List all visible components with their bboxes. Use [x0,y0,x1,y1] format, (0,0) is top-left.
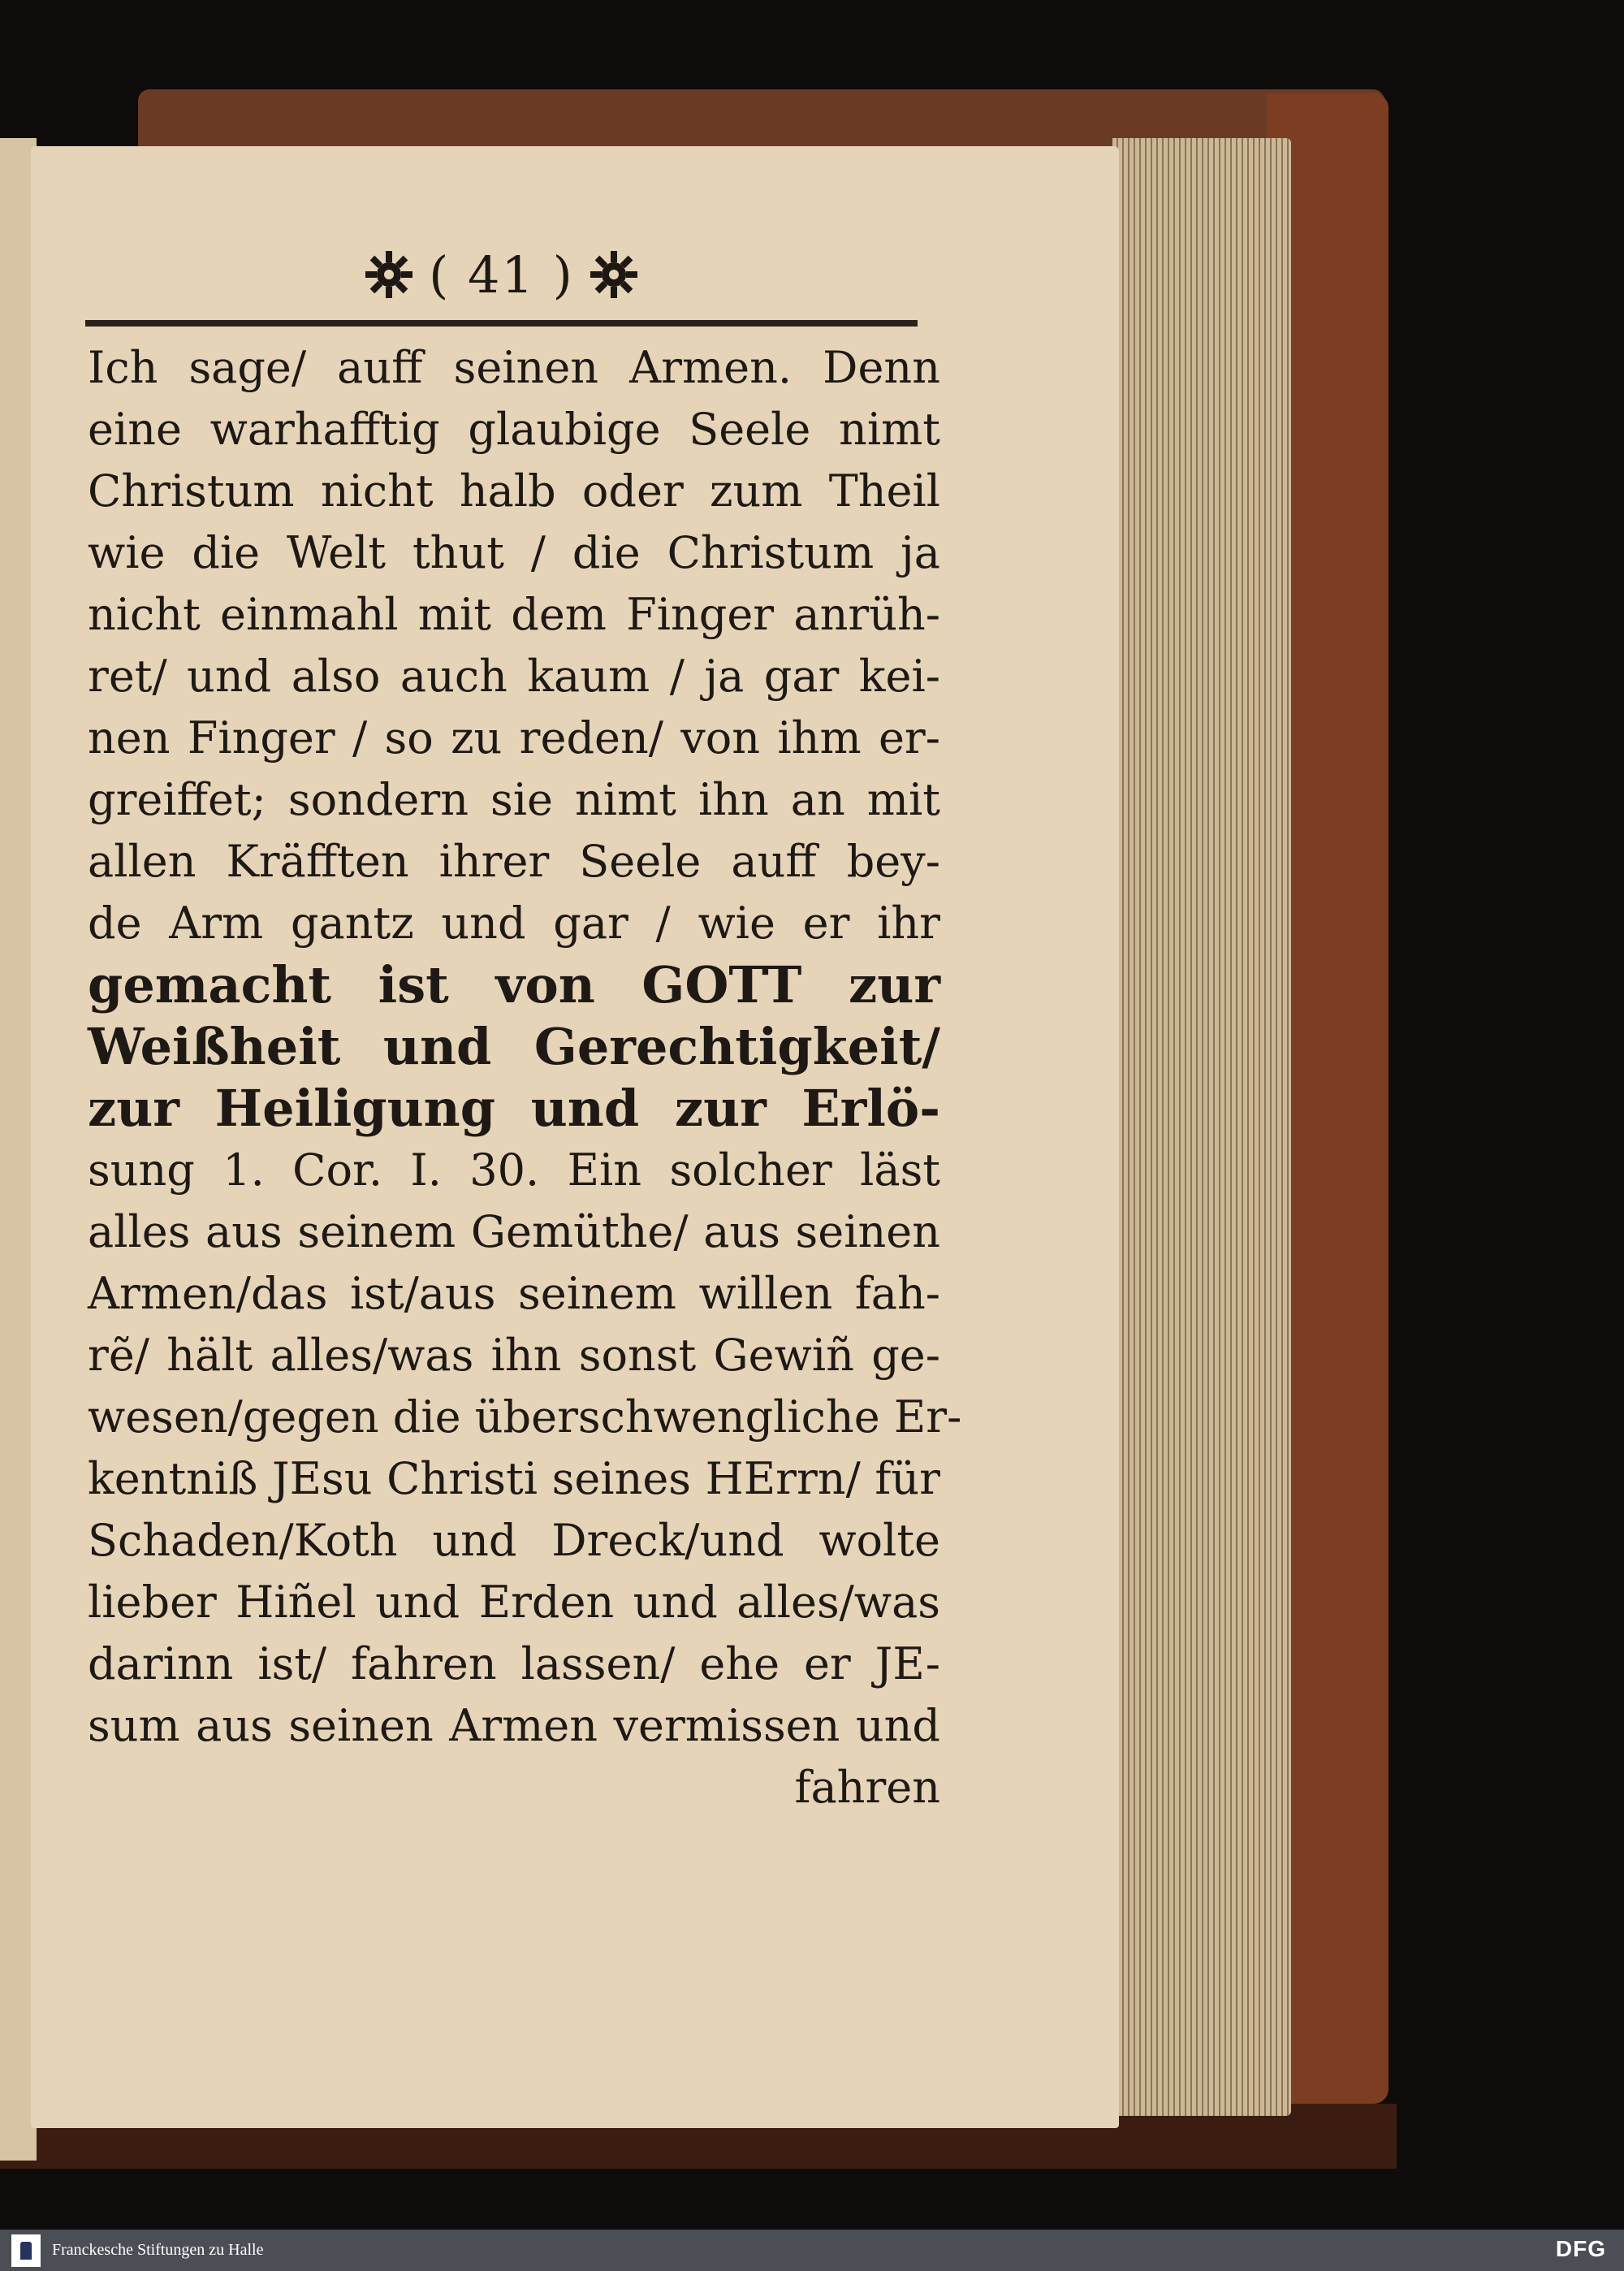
text-line: ret/ und also auch kaum / ja gar kei- [88,651,940,702]
text-line: greiffet; sondern sie nimt ihn an mit [88,774,940,825]
text-line: wie die Welt thut / die Christum ja [88,527,940,578]
text-line: Ich sage/ auff seinen Armen. Denn [88,342,940,393]
viewer-footer [0,2230,1624,2271]
text-line: nicht einmahl mit dem Finger anrüh- [88,589,940,640]
ornament-icon [364,249,414,300]
library-logo-icon[interactable] [11,2234,41,2267]
ornament-icon [589,249,639,300]
header-rule [85,320,918,327]
text-line-emphasis: gemacht ist von GOTT zur [88,955,940,1014]
text-line-emphasis: Weißheit und Gerechtigkeit/ [88,1017,940,1076]
text-line: kentniß JEsu Christi seines HErrn/ für [88,1453,940,1504]
body-text [88,337,962,1819]
text-line: sung 1. Cor. I. 30. Ein solcher läst [88,1144,940,1196]
text-line: sum aus seinen Armen vermissen und [88,1700,940,1751]
page-number: ( 41 ) [429,244,574,305]
text-line: de Arm gantz und gar / wie er ihr [88,898,940,949]
library-name: Franckesche Stiftungen zu Halle [52,2241,264,2259]
catchword: fahren [794,1762,940,1813]
page-block-fore-edge [1112,138,1291,2116]
text-line: rẽ/ hält alles/was ihn sonst Gewiñ ge- [88,1330,940,1381]
text-line: nen Finger / so zu reden/ von ihm er- [88,712,940,763]
text-line: darinn ist/ fahren lassen/ ehe er JE- [88,1638,940,1689]
text-line: alles aus seinem Gemüthe/ aus seinen [88,1206,940,1257]
text-line: wesen/gegen die überschwengliche Er- [88,1391,962,1443]
text-line-emphasis: zur Heiligung und zur Erlö- [88,1079,940,1138]
text-line: Armen/das ist/aus seinem willen fah- [88,1268,940,1319]
page-header [361,242,641,307]
text-line: Christum nicht halb oder zum Theil [88,465,940,517]
text-line: allen Kräfften ihrer Seele auff bey- [88,836,940,887]
text-line: lieber Hiñel und Erden und alles/was [88,1577,940,1628]
text-line: eine warhafftig glaubige Seele nimt [88,404,940,455]
dfg-logo[interactable]: DFG [1555,2236,1606,2261]
text-line: Schaden/Koth und Dreck/und wolte [88,1515,940,1566]
